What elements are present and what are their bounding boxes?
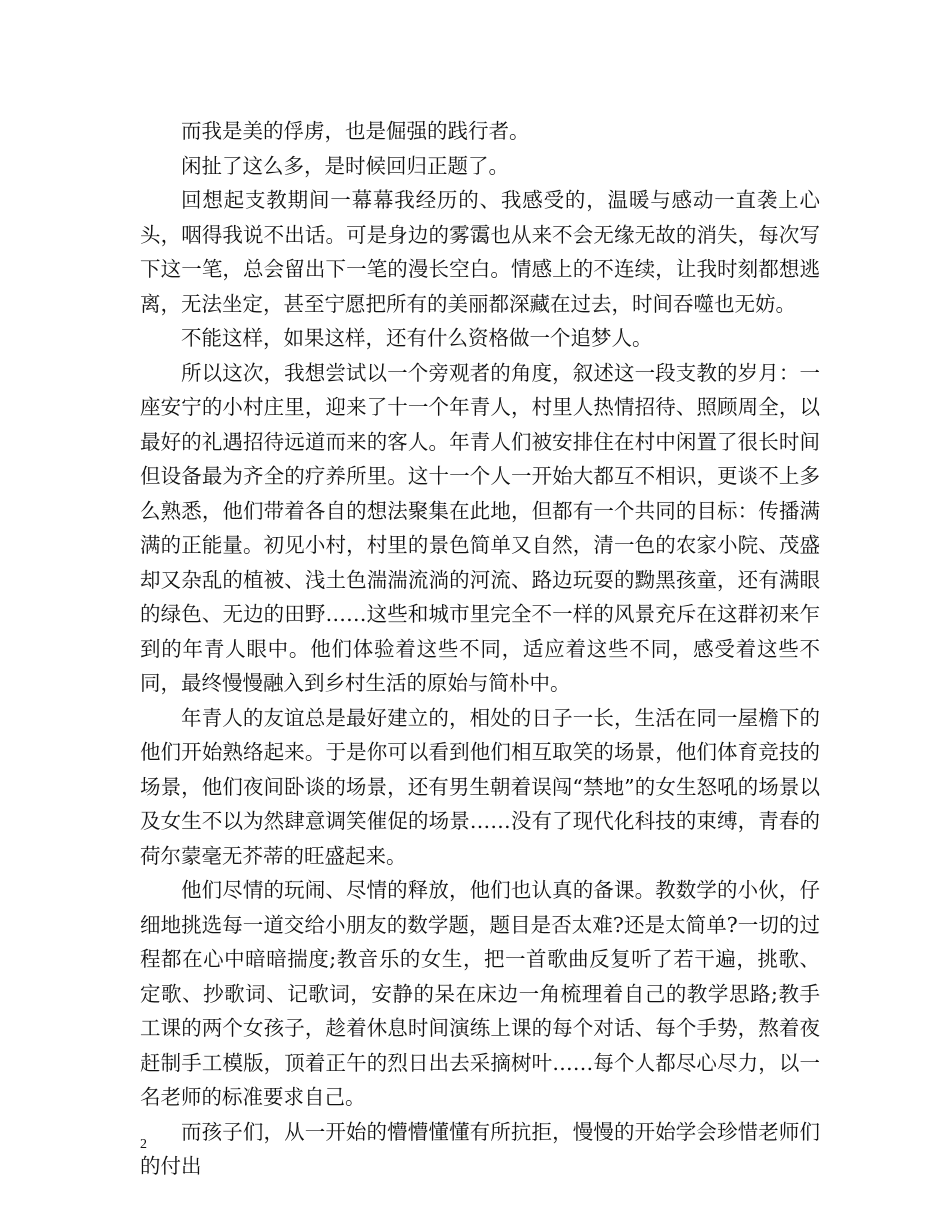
page-number: 2: [140, 1137, 147, 1152]
paragraph-1: 而我是美的俘虏，也是倔强的践行者。: [181, 119, 530, 143]
paragraph-5: 所以这次，我想尝试以一个旁观者的角度，叙述这一段支教的岁月：一座安宁的小村庄里，迎来了十一个年青人，村里人热情招待、照顾周全，以最好的礼遇招待远道而来的客人。年青人们被安排住在村中闲置了很长时间但设备最为齐全的疗养所里。这十一个人一开始大都互不相识，更谈不上多么熟悉，他们带着各自的想法聚集在此地，但都有一个共同的目标：传播满满的正能量。初见小村，村里的景色简单又自然，清一色的农家小院、茂盛却又杂乱的植被、浅土色湍湍流淌的河流、路边玩耍的黝黑孩童，还有满眼的绿色、无边的田野……这些和城市里完全不一样的风景充斥在这群初来乍到的年青人眼中。他们体验着这些不同，适应着这些不同，感受着这些不同，最终慢慢融入到乡村生活的原始与简朴中。: [140, 360, 820, 695]
paragraph-4: 不能这样，如果这样，还有什么资格做一个追梦人。: [181, 326, 653, 350]
paragraph-8: 而孩子们，从一开始的懵懵懂懂有所抗拒，慢慢的开始学会珍惜老师们的付出: [140, 1119, 820, 1178]
paragraph-3: 回想起支教期间一幕幕我经历的、我感受的，温暖与感动一直袭上心头，咽得我说不出话。可是身边的雾霭也从来不会无缘无故的消失，每次写下这一笔，总会留出下一笔的漫长空白。情感上的不连续，让我时刻都想逃离，无法坐定，甚至宁愿把所有的美丽都深藏在过去，时间吞噬也无妨。: [140, 188, 820, 316]
paragraph-7: 他们尽情的玩闹、尽情的释放，他们也认真的备课。教数学的小伙，仔细地挑选每一道交给小朋友的数学题，题目是否太难?还是太简单?一切的过程都在心中暗暗揣度;教音乐的女生，把一首歌曲反复听了若干遍，挑歌、定歌、抄歌词、记歌词，安静的呆在床边一角梳理着自己的教学思路;教手工课的两个女孩子，趁着休息时间演练上课的每个对话、每个手势，熬着夜赶制手工模版，顶着正午的烈日出去采摘树叶……每个人都尽心尽力，以一名老师的标准要求自己。: [140, 878, 820, 1109]
paragraph-6: 年青人的友谊总是最好建立的，相处的日子一长，生活在同一屋檐下的他们开始熟络起来。于是你可以看到他们相互取笑的场景，他们体育竞技的场景，他们夜间卧谈的场景，还有男生朝着误闯“禁地”的女生怒吼的场景以及女生不以为然肆意调笑催促的场景……没有了现代化科技的束缚，青春的荷尔蒙毫无芥蒂的旺盛起来。: [140, 705, 820, 868]
paragraph-2: 闲扯了这么多，是时候回归正题了。: [181, 153, 509, 178]
body-text: [140, 114, 820, 1184]
